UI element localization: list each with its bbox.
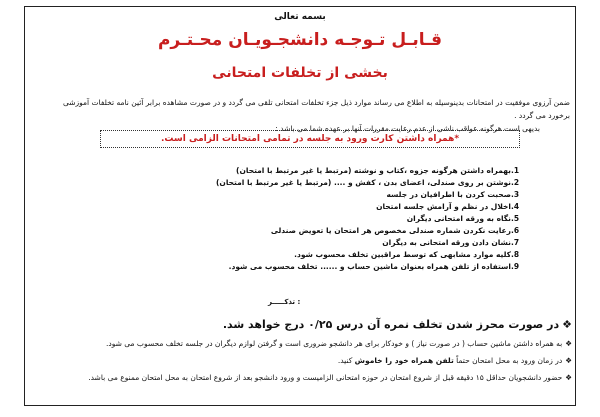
list-item: [150, 225, 525, 237]
item-text: نگاه به ورقه امتحانی دیگران: [406, 214, 511, 223]
note-item: [45, 335, 572, 352]
list-item: [150, 213, 525, 225]
item-number: 6.: [511, 226, 520, 235]
item-number: 2.: [511, 178, 520, 187]
item-number: 7.: [511, 238, 520, 247]
item-number: 1.: [511, 166, 520, 175]
item-number: 3.: [511, 190, 520, 199]
diamond-bullet-icon: ❖: [562, 318, 572, 331]
notice-title: قـابـل تـوجـه دانشجـویـان محـتـرم: [157, 30, 443, 50]
item-number: 8.: [511, 250, 520, 259]
note-text-bold: تلفن همراه خود را خاموش: [354, 356, 454, 365]
note-text-before: در زمان ورود به محل امتحان حتماً: [453, 356, 563, 365]
list-item: [150, 261, 525, 273]
list-item: [150, 201, 525, 213]
item-text: رعایت نکردن شماره صندلی مخصوص هر امتحان یا تعویض صندلی: [270, 226, 511, 235]
id-card-notice: *همراه داشتن کارت ورود به جلسه در تمامی امتحانات الزامی است.: [100, 130, 520, 148]
note-text-after: کنید.: [337, 356, 355, 365]
note-text: حضور دانشجویان حداقل ۱۵ دقیقه قبل از شروع امتحان در حوزه امتحانی الزامیست و ورود دانشجو بعد از شروع امتحان به محل امتحان ممنوع می باشد.: [88, 373, 563, 382]
item-text: بهمراه داشتن هرگونه جزوه ،کتاب و نوشته (مرتبط یا غیر مرتبط با امتحان): [236, 166, 511, 175]
item-text: اخلال در نظم و آرامش جلسه امتحان: [376, 202, 511, 211]
diamond-bullet-icon: ❖: [565, 339, 572, 348]
item-text: استفاده از تلفن همراه بعنوان ماشین حساب و ...... تخلف محسوب می شود.: [228, 262, 511, 271]
diamond-bullet-icon: ❖: [565, 373, 572, 382]
note-text: به همراه داشتن ماشین حساب ( در صورت نیاز ) و خودکار برای هر دانشجو ضروری است و گرفتن لوازم دیگران در جلسه تخلف محسوب می شود.: [106, 339, 563, 348]
bismillah-heading: بسمه تعالی: [274, 12, 326, 22]
list-item: [150, 189, 525, 201]
note-heading: تذکـــــر :: [268, 298, 301, 306]
intro-line-1: ضمن آرزوی موفقیت در امتحانات بدینوسیله به اطلاع می رساند موارد ذیل جزء تخلفات امتحانی تلقی می گردد و در صورت مشاهده برابر آئین نامه تخلفات آموزشی برخورد می گردد .: [63, 98, 570, 120]
intro-line-2: بدیهی است هرگونه عواقب ناشی از عدم رعایت مقررات آنها بر عهده شما می باشد :: [275, 124, 540, 133]
note-item: [45, 315, 572, 335]
item-text: نشان دادن ورقه امتحانی به دیگران: [382, 238, 511, 247]
note-item: [45, 369, 572, 386]
list-item: [150, 177, 525, 189]
notes-list: [45, 315, 572, 386]
item-text: صحبت کردن با اطرافیان در جلسه: [386, 190, 511, 199]
note-text: در صورت محرز شدن تخلف نمره آن درس ۰/۲۵ درج خواهد شد.: [222, 318, 560, 331]
item-text: کلیه موارد مشابهی که توسط مراقبین تخلف محسوب شود.: [294, 250, 511, 259]
diamond-bullet-icon: ❖: [565, 356, 572, 365]
item-number: 5.: [511, 214, 520, 223]
list-item: [150, 237, 525, 249]
item-text: نوشتن بر روی صندلی، اعضای بدن ، کفش و .... (مرتبط یا غیر مرتبط با امتحان): [216, 178, 511, 187]
notice-subtitle: بخشی از تخلفات امتحانی: [212, 65, 388, 81]
note-item: [45, 352, 572, 369]
list-item: [150, 249, 525, 261]
item-number: 4.: [511, 202, 520, 211]
list-item: [150, 165, 525, 177]
violations-list: [150, 165, 525, 273]
item-number: 9.: [511, 262, 520, 271]
